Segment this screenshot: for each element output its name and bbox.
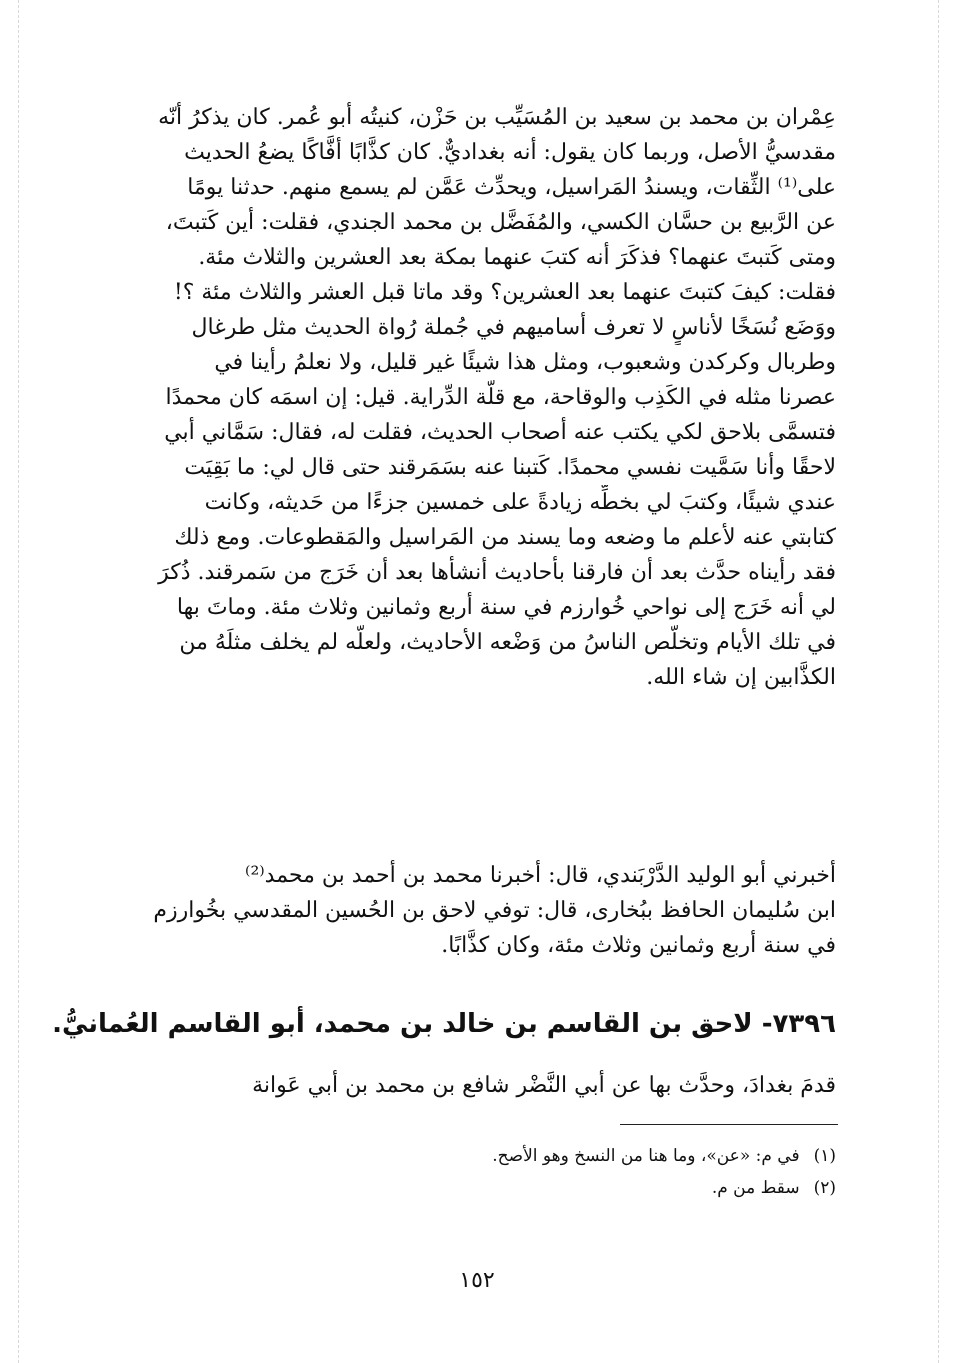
footnote-separator — [620, 1124, 838, 1125]
text-line: عندي شيئًا، وكتبَ لي بخطِّه زيادةً على خمسين جزءًا من حَديثه، وكانت — [204, 490, 836, 515]
text-line: فقلت: كيفَ كتبتَ عنهما بعد العشرين؟ وقد ماتا قبل العشر والثلاث مئة ؟! — [173, 280, 836, 305]
text-line: ووَضَع نُسَخًا لأناسٍ لا تعرف أساميهم في جُملة رُواة الحديث مثل طرغال — [191, 315, 836, 340]
text-line: لاحقًا وأنا سَمَّيت نفسي محمدًا. كَتبنا عنه بسَمَرقند حتى قال لي: ما بَقِيَت — [184, 455, 836, 480]
text-line: ابن سُليمان الحافظ ببُخارى، قال: توفي لاحق بن الحُسين المقدسي بخُوارزم — [153, 898, 836, 923]
text-line: على⁽¹⁾ الثِّقات، ويسندُ المَراسيل، ويحدِّث عَمَّن لم يسمع منهم. حدثنا يومًا — [187, 175, 836, 200]
biography-paragraph-3 — [118, 1068, 836, 1103]
text-line: الكذَّابين إن شاء الله. — [646, 665, 836, 690]
footnote — [118, 1172, 836, 1204]
text-line: قدمَ بغدادَ، وحدَّث بها عن أبي النَّضْر شافع بن محمد بن أبي عَوانة — [252, 1073, 836, 1098]
footnote-text: سقط من م. — [711, 1178, 800, 1198]
text-line: أخبرني أبو الوليد الدَّرْبَندي، قال: أخبرنا محمد بن أحمد بن محمد⁽²⁾ — [245, 863, 836, 888]
page-number: ١٥٢ — [459, 1268, 495, 1293]
entry-heading: ٧٣٩٦- لاحق بن القاسم بن خالد بن محمد، أبو القاسم العُمانيُّ. — [52, 1009, 836, 1039]
footnote-text: في م: «عن»، وما هنا من النسخ وهو الأصح. — [492, 1146, 800, 1166]
text-line: لي أنه خَرَج إلى نواحي خُوارزم في سنة أربع وثمانين وثلاث مئة. وماتَ بها — [176, 595, 836, 620]
scan-margin-right — [938, 0, 939, 1363]
text-line: في سنة أربع وثمانين وثلاث مئة، وكان كذَّابًا. — [441, 933, 836, 958]
footnote-number: (٢) — [813, 1178, 836, 1198]
footnotes — [118, 1140, 836, 1204]
text-line: وطربال وكركدن وشعبوب، ومثل هذا شيئًا غير قليل، ولا نعلمُ رأينا في — [214, 350, 836, 375]
text-line: ومتى كَتبتَ عنهما؟ فذكَرَ أنه كتبَ عنهما بمكة بعد العشرين والثلاث مئة. — [198, 245, 836, 270]
text-line: عِمْران بن محمد بن سعيد بن المُسَيِّب بن حَزْن، كنيتُه أبو عُمر. كان يذكرُ أنّه — [158, 105, 836, 130]
text-line: فقد رأيناه حدَّث بعد أن فارقنا بأحاديث أنشأها بعد أن خَرَج من سَمرقند. ذُكرَ — [158, 560, 836, 585]
footnote-number: (١) — [813, 1146, 836, 1166]
text-line: عن الرَّبيع بن حسَّان الكسي، والمُفَضَّل بن محمد الجندي، فقلت: أين كَتبتَ، — [165, 210, 836, 235]
text-line: فتسمَّى بلاحق لكي يكتب عنه أصحاب الحديث، فقلت له، فقال: سَمَّاني أبي — [164, 420, 836, 445]
biography-paragraph-2 — [118, 858, 836, 963]
footnote — [118, 1140, 836, 1172]
text-line: كتابتي عنه لأعلم ما وضعه وما يسند من المَراسيل والمَقطوعات. ومع ذلك — [174, 525, 836, 550]
text-line: في تلك الأيام وتخلَّص الناسُ من وَضْعه الأحاديث، ولعلَّه لم يخلف مثلَهُ من — [179, 630, 836, 655]
text-line: عصرنا مثله في الكَذِب والوقاحة، مع قلَّة الدِّراية. قيل: إن اسمَه كان محمدًا — [165, 385, 836, 410]
biography-paragraph-1 — [118, 100, 836, 695]
text-line: مقدسيُّ الأصل، وربما كان يقول: أنه بغداديٌّ. كان كذَّابًا أفَّاكًا يضعُ الحديث — [184, 140, 836, 165]
scan-margin-left — [18, 0, 19, 1363]
